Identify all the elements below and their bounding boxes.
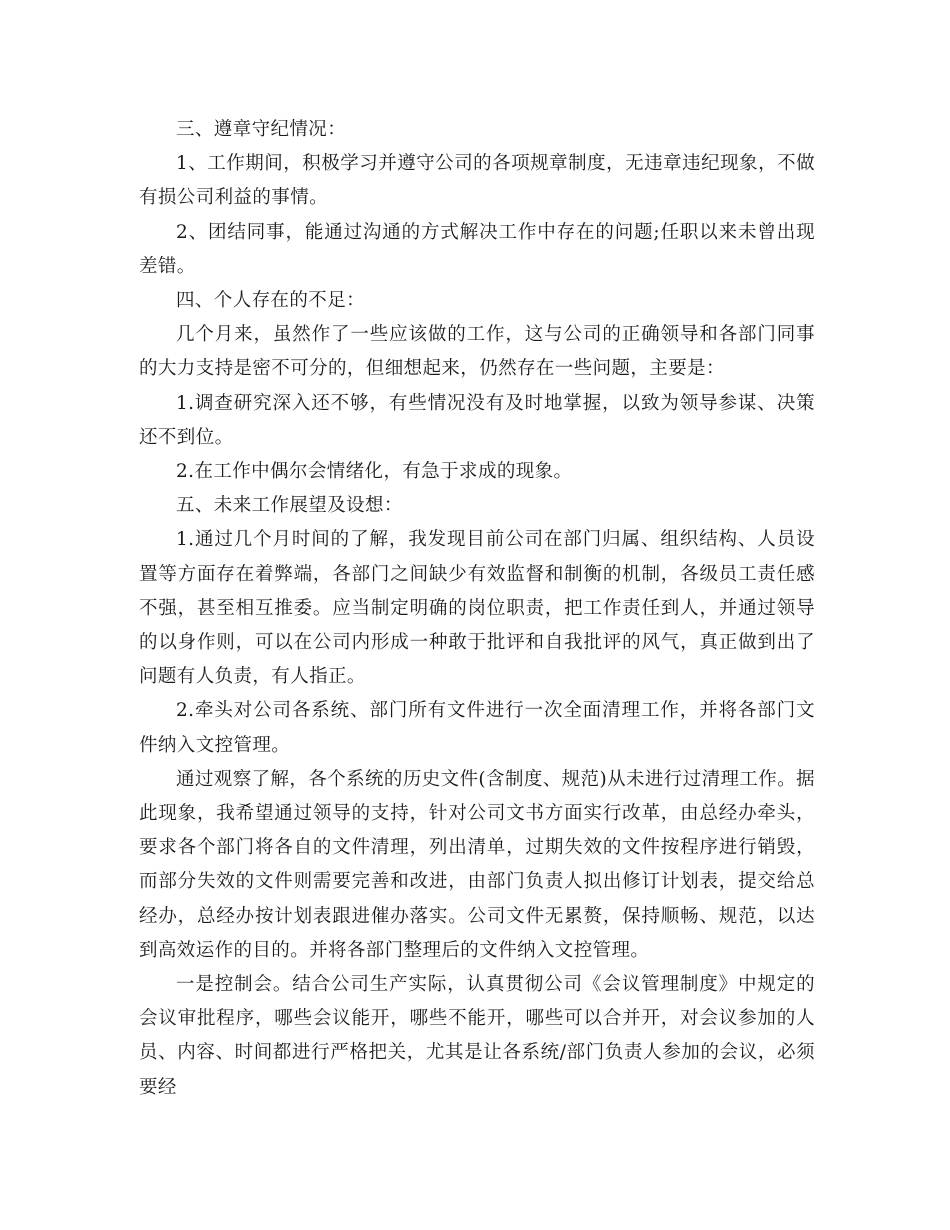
paragraph-outlook-2: 2.牵头对公司各系统、部门所有文件进行一次全面清理工作，并将各部门文件纳入文控管理。 — [139, 700, 815, 756]
section-heading-discipline: 三、遵章守纪情况： — [176, 119, 347, 140]
paragraph-discipline-2: 2、团结同事，能通过沟通的方式解决工作中存在的问题;任职以来未曾出现差错。 — [139, 221, 815, 277]
paragraph-shortcoming-1: 1.调查研究深入还不够，有些情况没有及时地掌握，以致为领导参谋、决策还不到位。 — [139, 392, 815, 448]
paragraph-shortcoming-2: 2.在工作中偶尔会情绪化，有急于求成的现象。 — [176, 461, 573, 483]
paragraph-file-cleanup: 通过观察了解，各个系统的历史文件(含制度、规范)从未进行过清理工作。据此现象，我希望通过领导的支持，针对公司文书方面实行改革，由总经办牵头，要求各个部门将各自的文件清理，列出清单，过期失效的文件按程序进行销毁，而部分失效的文件则需要完善和改进，由部门负责人拟出修订计划表，提交给总经办，总经办按计划表跟进催办落实。公司文件无累赘，保持顺畅、规范，以达到高效运作的目的。并将各部门整理后的文件纳入文控管理。 — [139, 768, 815, 961]
paragraph-discipline-1: 1、工作期间，积极学习并遵守公司的各项规章制度，无违章违纪现象，不做有损公司利益的事情。 — [139, 153, 815, 209]
section-heading-shortcomings: 四、个人存在的不足： — [176, 290, 366, 312]
paragraph-shortcomings-intro: 几个月来，虽然作了一些应该做的工作，这与公司的正确领导和各部门同事的大力支持是密不可分的，但细想起来，仍然存在一些问题，主要是： — [139, 324, 815, 380]
paragraph-meeting-control: 一是控制会。结合公司生产实际，认真贯彻公司《会议管理制度》中规定的会议审批程序，哪些会议能开，哪些不能开，哪些可以合并开，对会议参加的人员、内容、时间都进行严格把关，尤其是让各系统/部门负责人参加的会议，必须要经 — [139, 974, 815, 1098]
section-heading-outlook: 五、未来工作展望及设想： — [176, 495, 403, 517]
paragraph-outlook-1: 1.通过几个月时间的了解，我发现目前公司在部门归属、组织结构、人员设置等方面存在着弊端，各部门之间缺少有效监督和制衡的机制，各级员工责任感不强，甚至相互推委。应当制定明确的岗位职责，把工作责任到人，并通过领导的以身作则，可以在公司内形成一种敢于批评和自我批评的风气，真正做到出了问题有人负责，有人指正。 — [139, 529, 815, 688]
document-body — [139, 113, 815, 1105]
